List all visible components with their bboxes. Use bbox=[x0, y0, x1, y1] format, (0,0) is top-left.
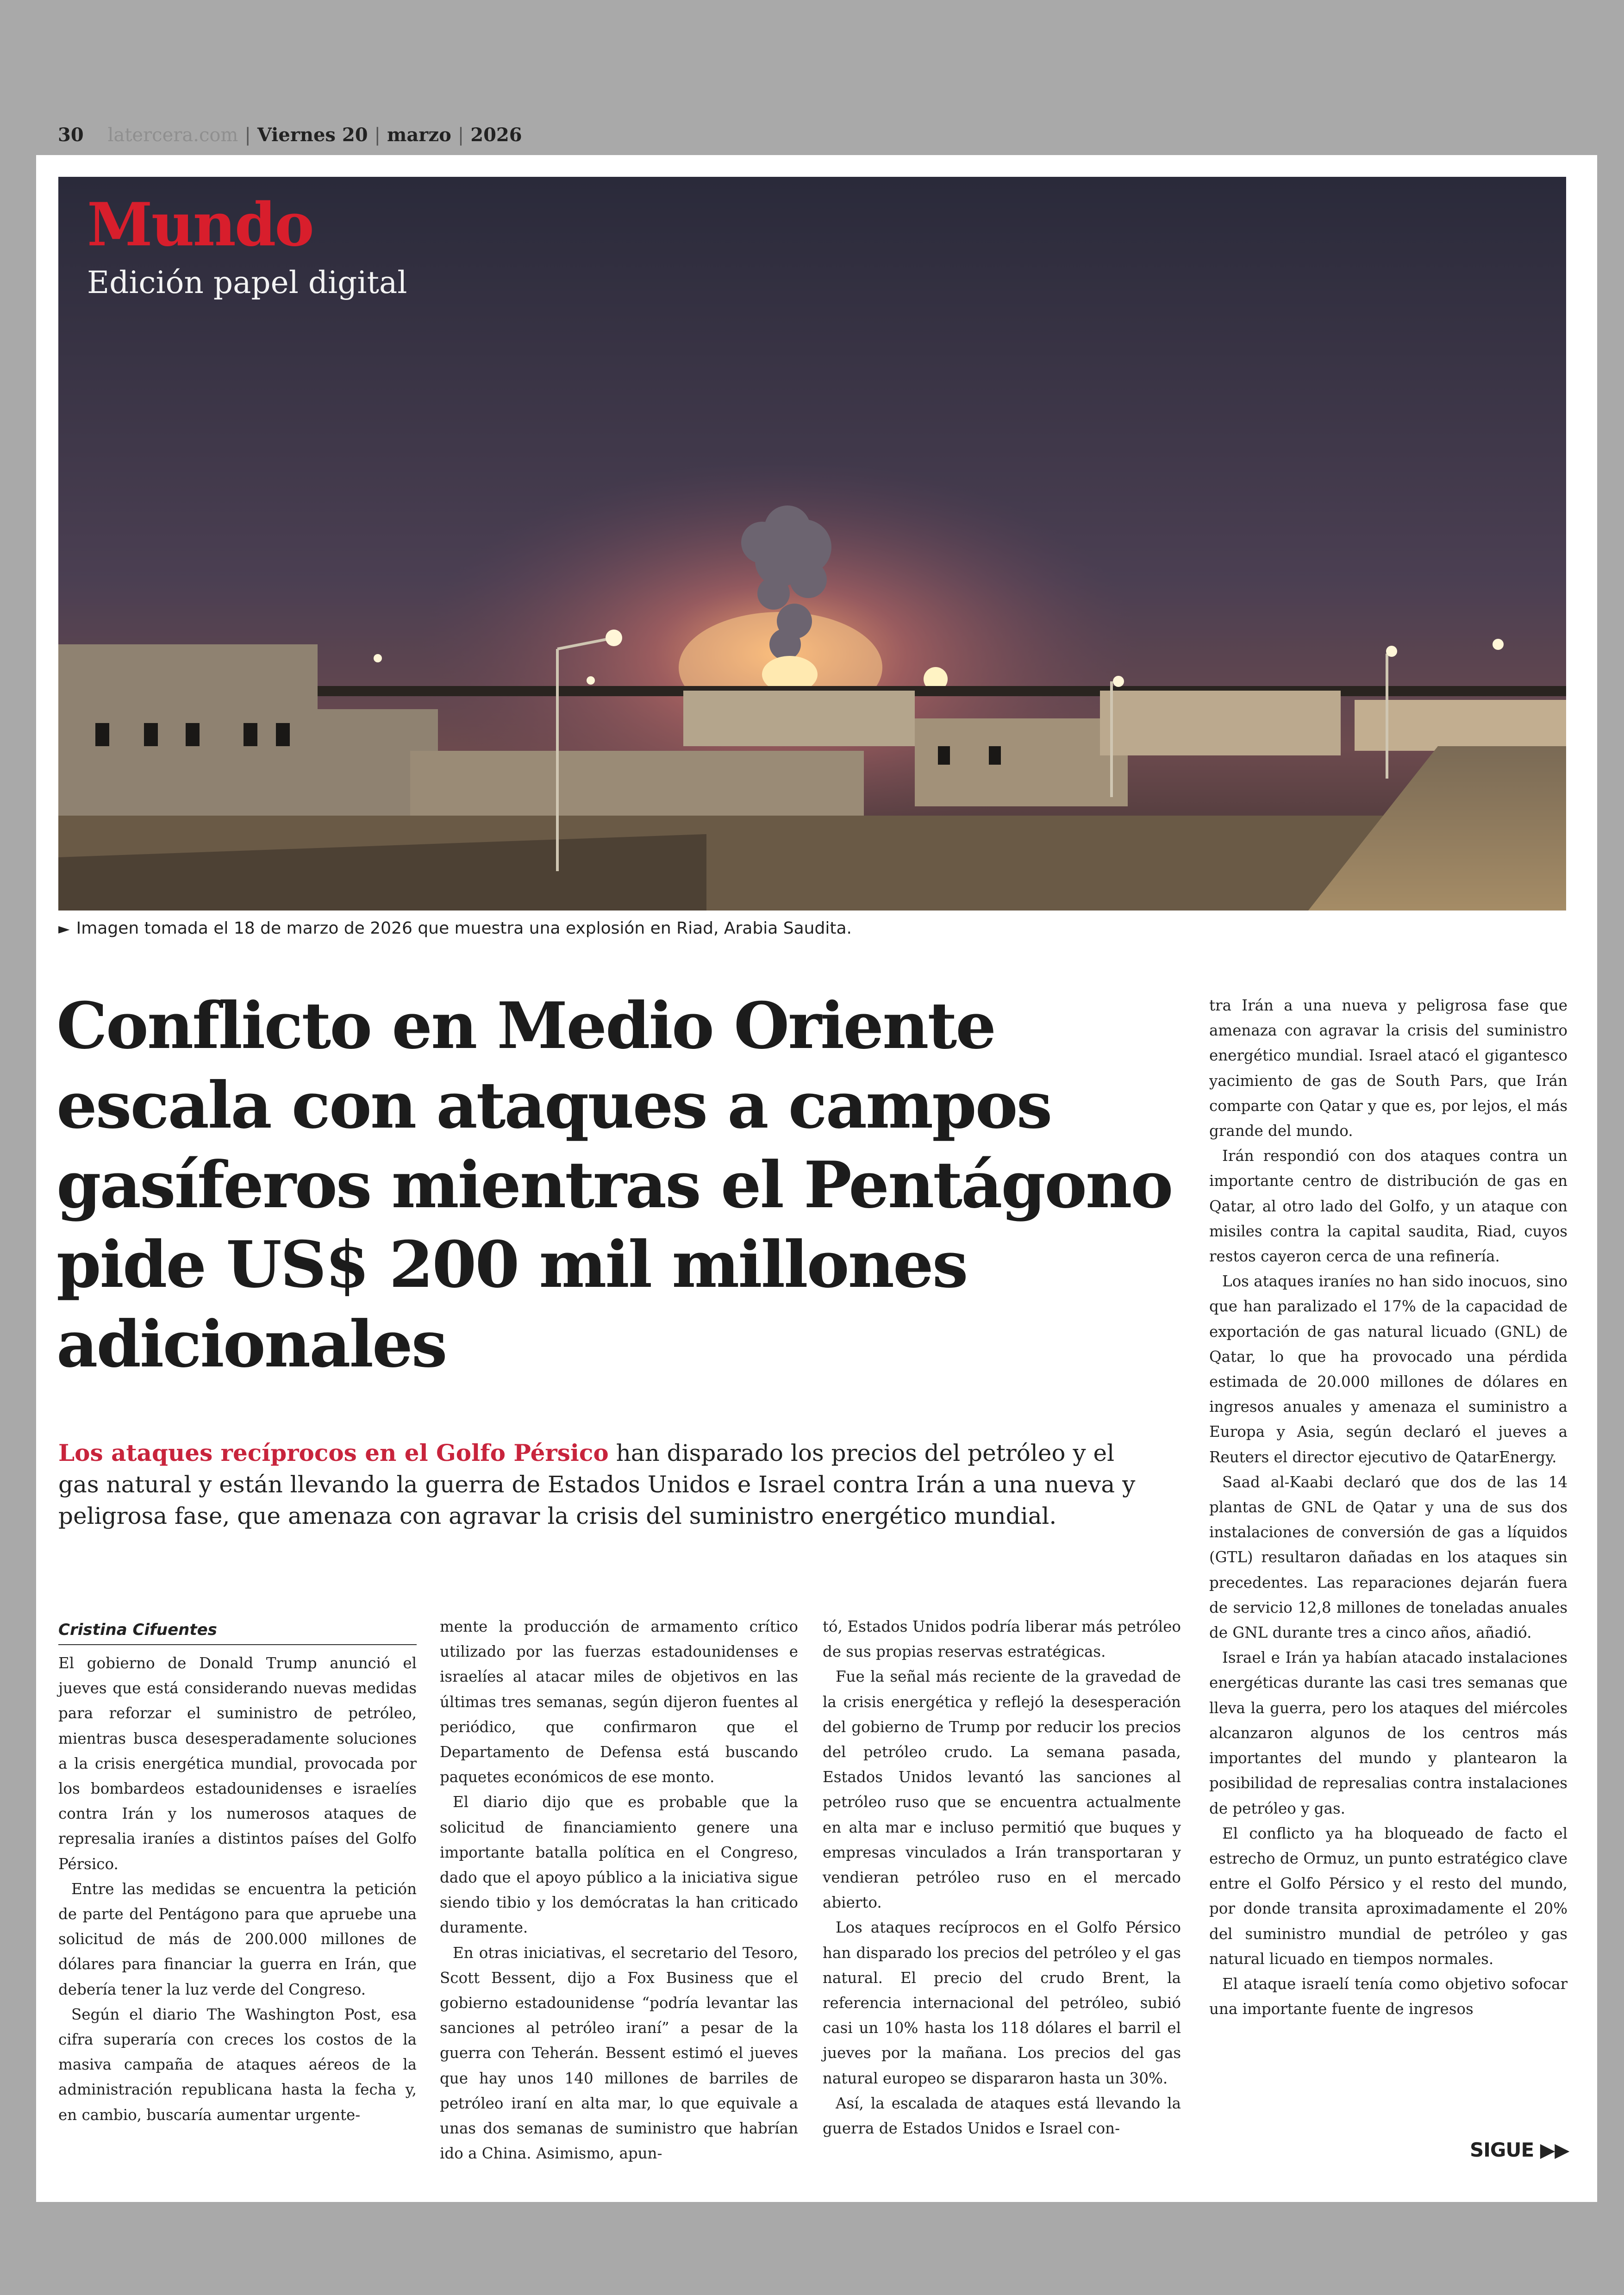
caption-marker-icon: ► bbox=[58, 920, 70, 937]
article-column-4 bbox=[1209, 993, 1568, 2021]
folio-day: Viernes 20 bbox=[257, 124, 368, 146]
folio-year: 2026 bbox=[470, 124, 522, 146]
paragraph: mente la producción de armamento crítico utilizado por las fuerzas estadounidenses e israelíes al atacar miles de objetivos en las últimas tres semanas, según dijeron fuentes al periódico, que confirmaron que el Departamento de Defensa está buscando paquetes económicos de ese monto. bbox=[440, 1618, 798, 1786]
section-title: Mundo bbox=[87, 190, 313, 260]
continue-label: SIGUE ▶▶ bbox=[1470, 2139, 1569, 2161]
site-name: latercera.com bbox=[107, 124, 238, 146]
paragraph: El gobierno de Donald Trump anunció el jueves que está considerando nuevas medidas para reforzar el suministro de petróleo, mientras busca desesperadamente soluciones a la crisis energética mundial, provocada por los bombardeos estadounidenses e israelíes contra Irán y los numerosos ataques de represalia iraníes a distintos países del Golfo Pérsico. bbox=[58, 1654, 417, 1873]
deck bbox=[58, 1437, 1160, 1532]
paragraph: Los ataques iraníes no han sido inocuos, sino que han paralizado el 17% de la capacidad de exportación de gas natural licuado (GNL) de Qatar, lo que ha provocado una pérdida estimada de 20.000 millones de dólares en ingresos anuales y amenaza el suministro a Europa y Asia, según declaró el jueves a Reuters el director ejecutivo de QatarEnergy. bbox=[1209, 1272, 1568, 1466]
edition-label: Edición papel digital bbox=[87, 265, 407, 300]
paragraph: tó, Estados Unidos podría liberar más petróleo de sus propias reservas estratégicas. bbox=[823, 1618, 1181, 1661]
paragraph: Entre las medidas se encuentra la petición de parte del Pentágono para que apruebe una solicitud de más de 200.000 millones de dólares para financiar la guerra en Irán, que debería tener la luz verde del Congreso. bbox=[58, 1880, 417, 1998]
paragraph: El ataque israelí tenía como objetivo sofocar una importante fuente de ingresos bbox=[1209, 1975, 1568, 2018]
paragraph: Saad al-Kaabi declaró que dos de las 14 plantas de GNL de Qatar y una de sus dos instalaciones de conversión de gas a líquidos (GTL) resultaron dañadas en los ataques sin precedentes. Las reparaciones dejarán fuera de servicio 12,8 millones de toneladas anuales de GNL durante tres a cinco años, añadió. bbox=[1209, 1473, 1568, 1642]
byline: Cristina Cifuentes bbox=[58, 1618, 417, 1645]
article-column-2 bbox=[440, 1614, 798, 2166]
paragraph: Los ataques recíprocos en el Golfo Pérsico han disparado los precios del petróleo y el gas natural. El precio del crudo Brent, la referencia internacional del petróleo, subió casi un 10% hasta los 118 dólares el barril el jueves por la mañana. Los precios del gas natural europeo se dispararon hasta un 30%. bbox=[823, 1919, 1181, 2087]
paragraph: En otras iniciativas, el secretario del Tesoro, Scott Bessent, dijo a Fox Business que el gobierno estadounidense “podría levantar las sanciones al petróleo iraní” a pesar de la guerra con Teherán. Bessent estimó el jueves que hay unos 140 millones de barriles de petróleo iraní en alta mar, lo que equivale a unas dos semanas de suministro que habrían ido a China. Asimismo, apun- bbox=[440, 1944, 798, 2163]
article-column-1 bbox=[58, 1618, 417, 2127]
paragraph: Así, la escalada de ataques está llevando la guerra de Estados Unidos e Israel con- bbox=[823, 2094, 1181, 2138]
page-number: 30 bbox=[58, 124, 84, 146]
deck-lead: Los ataques recíprocos en el Golfo Pérsico bbox=[58, 1439, 609, 1466]
folio-separator: | bbox=[457, 124, 464, 146]
paragraph: El diario dijo que es probable que la solicitud de financiamiento genere una importante batalla política en el Congreso, dado que el apoyo público a la iniciativa sigue siendo tibio y los demócratas la han criticado duramente. bbox=[440, 1793, 798, 1937]
headline: Conflicto en Medio Oriente escala con ataques a campos gasíferos mientras el Pentágono pide US$ 200 mil millones adicionales bbox=[56, 988, 1172, 1382]
paragraph: El conflicto ya ha bloqueado de facto el estrecho de Ormuz, un punto estratégico clave entre el Golfo Pérsico y el resto del mundo, por donde transita aproximadamente el 20% del suministro mundial de petróleo y gas natural licuado en tiempos normales. bbox=[1209, 1824, 1568, 1968]
lead-photo bbox=[58, 177, 1566, 911]
paragraph: Israel e Irán ya habían atacado instalaciones energéticas durante las casi tres semanas que lleva la guerra, pero los ataques del miércoles alcanzaron algunos de los centros más importantes del mundo y plantearon la posibilidad de represalias contra instalaciones de petróleo y gas. bbox=[1209, 1649, 1568, 1817]
deck-text: han disparado los precios del petróleo y el gas natural y están llevando la guerra de Estados Unidos e Israel contra Irán a una nueva y peligrosa fase, que amenaza con agravar la crisis del suministro energético mundial. bbox=[58, 1440, 1136, 1529]
paragraph: tra Irán a una nueva y peligrosa fase que amenaza con agravar la crisis del suministro energético mundial. Israel atacó el gigantesco yacimiento de gas de South Pars, que Irán comparte con Qatar y que es, por lejos, el más grande del mundo. bbox=[1209, 997, 1568, 1140]
paragraph: Fue la señal más reciente de la gravedad de la crisis energética y reflejó la desesperación del gobierno de Trump por reducir los precios del petróleo crudo. La semana pasada, Estados Unidos levantó las sanciones al petróleo ruso que se encuentra actualmente en alta mar e incluso permitió que buques y empresas vinculados a Irán transportaran y vendieran petróleo ruso en el mercado abierto. bbox=[823, 1668, 1181, 1912]
folio-month: marzo bbox=[387, 124, 451, 146]
folio-separator: | bbox=[244, 124, 251, 146]
article-column-3 bbox=[823, 1614, 1181, 2141]
caption-text: Imagen tomada el 18 de marzo de 2026 que muestra una explosión en Riad, Arabia Saudita. bbox=[76, 919, 852, 938]
paragraph: Irán respondió con dos ataques contra un importante centro de distribución de gas en Qatar, al otro lado del Golfo, y un ataque con misiles contra la capital saudita, Riad, cuyos restos cayeron cerca de una refinería. bbox=[1209, 1147, 1568, 1266]
photo-caption bbox=[58, 919, 1540, 938]
folio-separator: | bbox=[374, 124, 381, 146]
page-folio bbox=[58, 124, 522, 146]
paragraph: Según el diario The Washington Post, esa cifra superaría con creces los costos de la masiva campaña de ataques aéreos de la administración republicana hasta la fecha y, en cambio, buscaría aumentar urgente- bbox=[58, 2005, 417, 2124]
